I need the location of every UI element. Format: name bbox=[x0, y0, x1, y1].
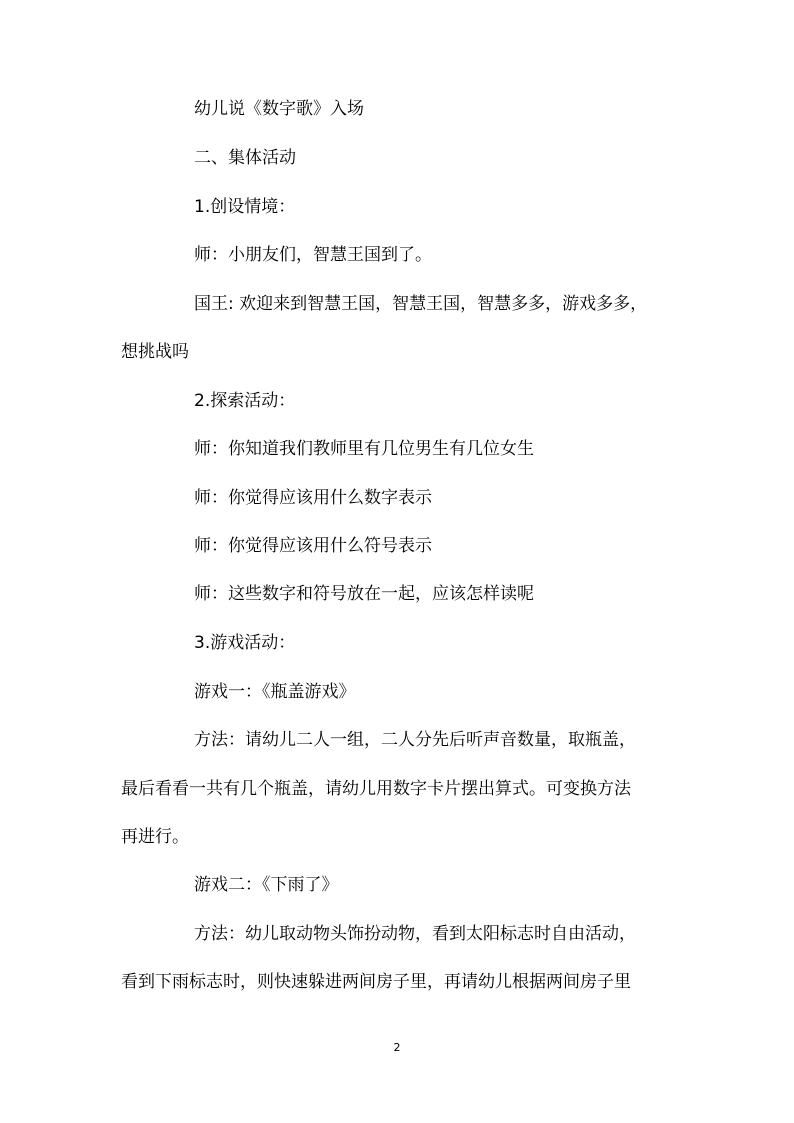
page-number: 2 bbox=[393, 1041, 401, 1054]
paragraph-line: 国王: 欢迎来到智慧王国，智慧王国，智慧多多，游戏多多， bbox=[194, 294, 648, 314]
paragraph-line: 师：小朋友们，智慧王国到了。 bbox=[194, 245, 432, 265]
paragraph-line: 师：你觉得应该用什么符号表示 bbox=[194, 536, 432, 556]
paragraph-line: 幼儿说《数字歌》入场 bbox=[194, 99, 364, 119]
subsection-heading: 1.创设情境： bbox=[194, 197, 296, 217]
subsection-heading: 3.游戏活动： bbox=[194, 633, 296, 653]
paragraph-line: 想挑战吗 bbox=[121, 342, 189, 362]
paragraph-line: 师：你觉得应该用什么数字表示 bbox=[194, 488, 432, 508]
paragraph-line: 再进行。 bbox=[121, 827, 189, 847]
paragraph-line: 方法：请幼儿二人一组，二人分先后听声音数量，取瓶盖， bbox=[194, 730, 636, 750]
section-heading: 二、集体活动 bbox=[194, 148, 296, 168]
paragraph-line: 师：这些数字和符号放在一起，应该怎样读呢 bbox=[194, 584, 534, 604]
paragraph-line: 方法：幼儿取动物头饰扮动物，看到太阳标志时自由活动， bbox=[194, 924, 636, 944]
paragraph-line: 看到下雨标志时，则快速躲进两间房子里，再请幼儿根据两间房子里 bbox=[121, 972, 631, 992]
subsection-heading: 2.探索活动： bbox=[194, 391, 296, 411]
paragraph-line: 师：你知道我们教师里有几位男生有几位女生 bbox=[194, 439, 534, 459]
paragraph-line: 最后看看一共有几个瓶盖，请幼儿用数字卡片摆出算式。可变换方法 bbox=[121, 779, 631, 799]
paragraph-line: 游戏一：《瓶盖游戏》 bbox=[194, 682, 356, 702]
paragraph-line: 游戏二：《下雨了》 bbox=[194, 875, 339, 895]
